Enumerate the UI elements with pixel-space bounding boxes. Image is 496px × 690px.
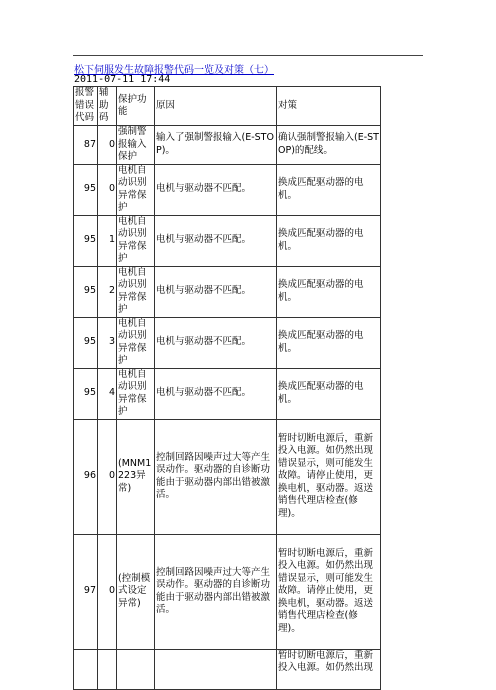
cell-measure: 换成匹配驱动器的电机。 <box>277 368 381 419</box>
post-date: 2011-07-11 17:44 <box>74 74 171 85</box>
cell-cause: 电机与驱动器不匹配。 <box>155 368 277 419</box>
table-row <box>74 215 381 266</box>
cell-cause: 电机与驱动器不匹配。 <box>155 164 277 215</box>
cell-protection <box>117 649 155 689</box>
table-row <box>74 649 381 689</box>
table-row <box>74 419 381 534</box>
header-alarm-code: 报警错误代码 <box>74 87 98 126</box>
cell-cause: 电机与驱动器不匹配。 <box>155 266 277 317</box>
cell-protection: 电机自动识别异常保护 <box>117 317 155 368</box>
table-row <box>74 317 381 368</box>
cell-alarm-code: 87 <box>74 126 98 165</box>
cell-alarm-code: 95 <box>74 317 98 368</box>
cell-measure: 换成匹配驱动器的电机。 <box>277 215 381 266</box>
top-divider <box>73 55 423 56</box>
cell-measure: 暂时切断电源后，重新投入电源。如仍然出现错误显示，则可能发生故障。请停止使用，更换电机，驱动器。返送销售代理店检查(修理)。 <box>277 419 381 534</box>
cell-cause: 电机与驱动器不匹配。 <box>155 215 277 266</box>
table-row <box>74 126 381 165</box>
table-body <box>74 126 381 690</box>
cell-protection: 电机自动识别异常保护 <box>117 164 155 215</box>
cell-aux-code: 0 <box>98 534 117 649</box>
cell-alarm-code: 95 <box>74 266 98 317</box>
cell-protection: 电机自动识别异常保护 <box>117 368 155 419</box>
cell-protection: 电机自动识别异常保护 <box>117 215 155 266</box>
cell-aux-code: 3 <box>98 317 117 368</box>
cell-cause: 控制回路因噪声过大等产生误动作。驱动器的自诊断功能由于驱动器内部出错被激活。 <box>155 534 277 649</box>
cell-measure: 换成匹配驱动器的电机。 <box>277 164 381 215</box>
cell-aux-code: 0 <box>98 164 117 215</box>
header-cause: 原因 <box>155 87 277 126</box>
cell-aux-code: 4 <box>98 368 117 419</box>
cell-measure: 换成匹配驱动器的电机。 <box>277 317 381 368</box>
cell-aux-code <box>98 649 117 689</box>
table-row <box>74 368 381 419</box>
cell-cause: 控制回路因噪声过大等产生误动作。驱动器的自诊断功能由于驱动器内部出错被激活。 <box>155 419 277 534</box>
alarm-code-table <box>73 86 381 690</box>
header-aux-code: 辅助码 <box>98 87 117 126</box>
cell-aux-code: 0 <box>98 419 117 534</box>
cell-protection: (MNM1223异常) <box>117 419 155 534</box>
header-protection: 保护功能 <box>117 87 155 126</box>
table-row <box>74 164 381 215</box>
cell-alarm-code: 96 <box>74 419 98 534</box>
cell-aux-code: 1 <box>98 215 117 266</box>
cell-alarm-code <box>74 649 98 689</box>
cell-aux-code: 2 <box>98 266 117 317</box>
cell-protection: 电机自动识别异常保护 <box>117 266 155 317</box>
header-measure: 对策 <box>277 87 381 126</box>
cell-measure: 换成匹配驱动器的电机。 <box>277 266 381 317</box>
cell-measure: 暂时切断电源后，重新投入电源。如仍然出现 <box>277 649 381 689</box>
cell-cause: 输入了强制警报输入(E-STOP)。 <box>155 126 277 165</box>
table-row <box>74 266 381 317</box>
cell-cause <box>155 649 277 689</box>
cell-protection: 强制警报输入保护 <box>117 126 155 165</box>
cell-protection: (控制模式设定异常) <box>117 534 155 649</box>
cell-measure: 暂时切断电源后，重新投入电源。如仍然出现错误显示，则可能发生故障。请停止使用，更换电机，驱动器。返送销售代理店检查(修理)。 <box>277 534 381 649</box>
cell-cause: 电机与驱动器不匹配。 <box>155 317 277 368</box>
cell-measure: 确认强制警报输入(E-STOP)的配线。 <box>277 126 381 165</box>
cell-aux-code: 0 <box>98 126 117 165</box>
table-row <box>74 534 381 649</box>
cell-alarm-code: 97 <box>74 534 98 649</box>
article-title-link[interactable]: 松下伺服发生故障报警代码一览及对策（七） <box>74 65 274 76</box>
cell-alarm-code: 95 <box>74 368 98 419</box>
cell-alarm-code: 95 <box>74 215 98 266</box>
cell-alarm-code: 95 <box>74 164 98 215</box>
table-header-row <box>74 87 381 126</box>
